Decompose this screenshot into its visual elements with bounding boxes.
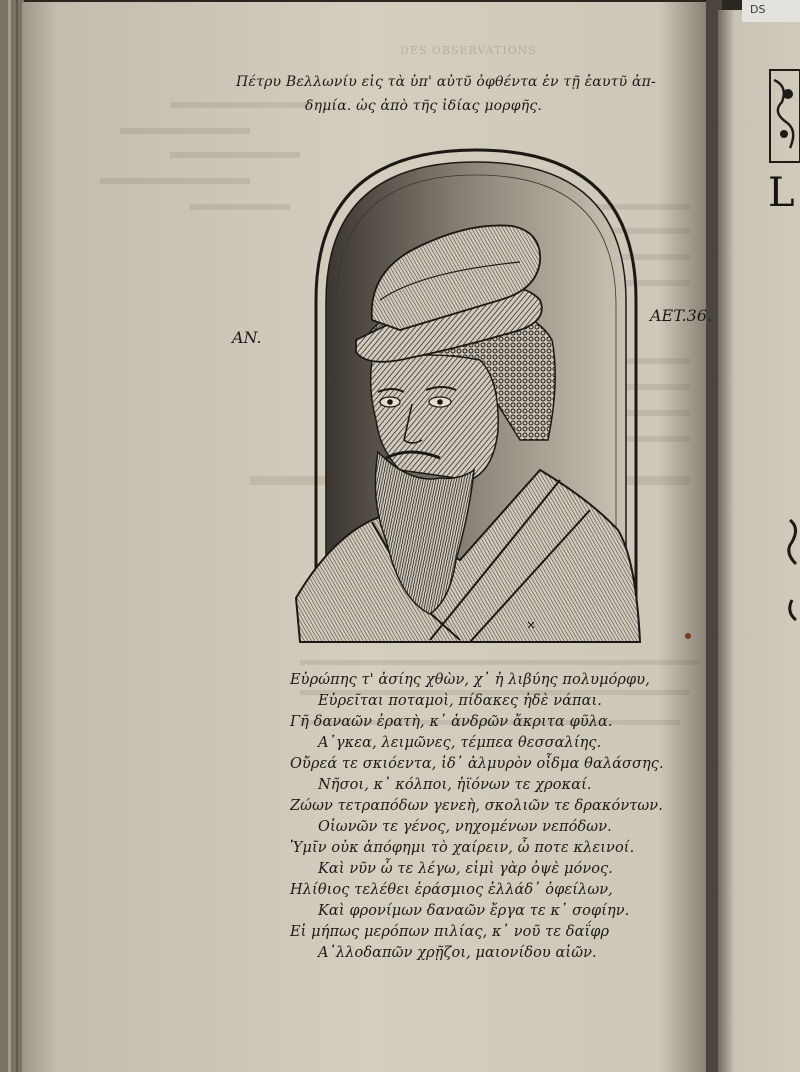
library-tag-text: DS (750, 3, 766, 16)
verse-line: Ὑμῖν οὐκ ἀπόφημι τὸ χαίρειν, ὦ ποτε κλεινοί. (290, 840, 635, 856)
verse-line: Α᾽γκεα, λειμῶνες, τέμπεα θεσσαλίης. (318, 735, 602, 751)
verse-line: Εὐρεῖται ποταμοὶ, πίδακες ἠδὲ νάπαι. (318, 693, 603, 709)
verse-line: Ζώων τετραπόδων γενεὴ, σκολιῶν τε δρακόντων. (290, 798, 663, 814)
portrait-woodcut (296, 150, 640, 642)
ink-spot (685, 633, 691, 639)
verse-line: Ηλίθιος τελέθει ἐράσμιος ἑλλάδ᾽ ὀφείλων, (290, 882, 613, 898)
heading-line-2: δημία. ὡς ἀπὸ τῆς ἰδίας μορφῆς. (305, 98, 543, 114)
verse-line: Α᾽λλοδαπῶν χρῇζοι, μαιονίδου αἰῶν. (318, 945, 597, 961)
page-stack-edge (0, 0, 24, 1072)
verse-line: Οἰωνῶν τε γένος, νηχομένων νεπόδων. (318, 819, 612, 835)
portrait-label-age: AET.36. (650, 306, 713, 325)
verse-line: Νῆσοι, κ᾽ κόλποι, ἠϊόνων τε χροκαί. (318, 777, 592, 793)
portrait-label-an: AN. (232, 328, 262, 347)
verse-line: Εὐρώπης τ' ἀσίης χθὼν, χ᾽ ἡ λιβύης πολυμόρφυ, (290, 672, 650, 688)
verse-line: Γῆ δαναῶν ἐρατὴ, κ᾽ ἀνδρῶν ἄκριτα φῦλα. (290, 714, 613, 730)
next-page-initial: L (768, 170, 795, 216)
verse-line: Οὔρεά τε σκιόεντα, ἰδ᾽ ἀλμυρὸν οἶδμα θαλάσσης. (290, 756, 664, 772)
verse-line: Εἰ μήπως μερόπων πιλίας, κ᾽ νοῦ τε δαΐφρ (290, 924, 610, 940)
faint-page-header: DES OBSERVATIONS. (400, 44, 541, 57)
verse-line: Καὶ νῦν ὦ τε λέγω, εἰμὶ γὰρ ὀψὲ μόνος. (318, 861, 613, 877)
heading-line-1: Πέτρυ Βελλωνίυ εἰς τὰ ὑπ' αὐτῦ ὀφθέντα ἐν τῇ ἑαυτῦ ἀπ- (236, 74, 656, 90)
verse-line: Καὶ φρονίμων δαναῶν ἔργα τε κ᾽ σοφίην. (318, 903, 630, 919)
